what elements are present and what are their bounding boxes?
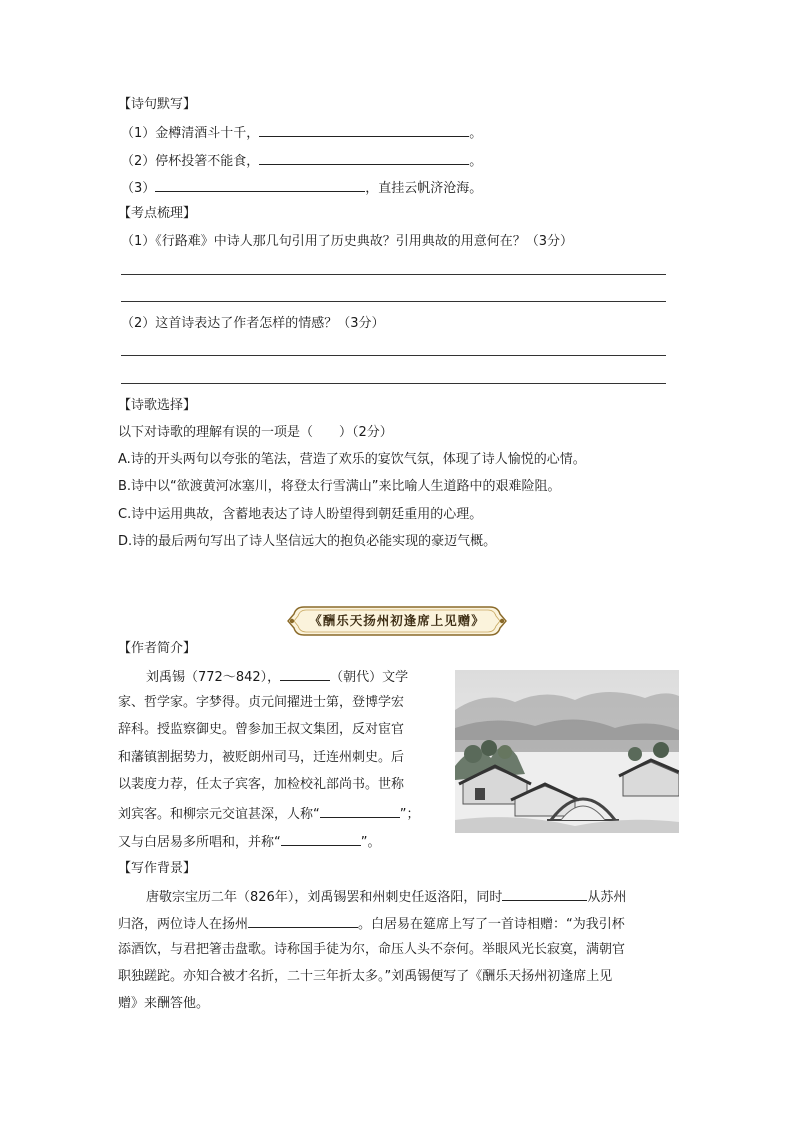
answer-line[interactable]	[121, 355, 666, 356]
poem-title-banner	[286, 604, 508, 638]
dictation-blank-1[interactable]	[259, 123, 469, 137]
dictation-line-3-end: ，直挂云帆济沧海。	[365, 181, 483, 196]
background-line-2	[118, 914, 625, 934]
dictation-line-2-end: 。	[469, 154, 483, 169]
author-line-3: 辞科。授监察御史。曾参加王叔文集团，反对宦官	[118, 722, 405, 737]
author-line-6-tail: ”；	[399, 807, 420, 822]
choice-option-d: D.诗的最后两句写出了诗人坚信远大的抱负必能实现的豪迈气概。	[118, 534, 497, 549]
background-heading: 【写作背景】	[118, 861, 197, 876]
dictation-line-2	[121, 151, 482, 171]
background-line-2-tail: 。白居易在筵席上写了一首诗相赠：“为我引杯	[358, 917, 625, 932]
answer-line[interactable]	[121, 383, 666, 384]
nickname-blank-2[interactable]	[281, 832, 361, 846]
ink-landscape-image	[455, 670, 679, 833]
dictation-line-1-end: 。	[469, 126, 483, 141]
poem-title: 《酬乐天扬州初逢席上见赠》	[309, 613, 485, 628]
dynasty-blank[interactable]	[280, 667, 330, 681]
analysis-heading: 【考点梳理】	[118, 206, 197, 221]
author-line-7-text: 又与白居易多所唱和，并称“	[118, 835, 281, 850]
author-line-6-text: 刘宾客。和柳宗元交谊甚深，人称“	[118, 807, 320, 822]
bai-juyi-blank[interactable]	[502, 887, 587, 901]
background-line-5: 赠》来酬答他。	[118, 996, 210, 1011]
author-line-4: 和藩镇割据势力，被贬朗州司马，迁连州刺史。后	[118, 750, 405, 765]
choice-option-c: C.诗中运用典故，含蓄地表达了诗人盼望得到朝廷重用的心理。	[118, 507, 483, 522]
author-line-7	[118, 832, 381, 852]
background-line-3: 添酒饮，与君把箸击盘歌。诗称国手徒为尔，命压人头不奈何。举眼风光长寂寞，满朝官	[118, 942, 626, 957]
dictation-line-1-prompt: （1）金樽清酒斗十千，	[121, 126, 260, 141]
dictation-line-1	[121, 123, 482, 143]
author-line-2: 家、哲学家。字梦得。贞元间擢进士第，登博学宏	[118, 695, 405, 710]
choice-heading: 【诗歌选择】	[118, 398, 197, 413]
dictation-line-2-prompt: （2）停杯投箸不能食，	[121, 154, 260, 169]
author-line-1	[146, 667, 408, 687]
author-line-5: 以裴度力荐，任太子宾客，加检校礼部尚书。世称	[118, 777, 405, 792]
author-line-7-tail: ”。	[360, 835, 381, 850]
analysis-question-1: （1）《行路难》中诗人那几句引用了历史典故？引用典故的用意何在？（3分）	[121, 234, 574, 249]
dictation-blank-2[interactable]	[259, 151, 469, 165]
meeting-blank[interactable]	[248, 914, 358, 928]
author-line-1-text: 刘禹锡（772～842），	[146, 670, 281, 685]
choice-option-b: B.诗中以“欲渡黄河冰塞川，将登太行雪满山”来比喻人生道路中的艰难险阻。	[118, 479, 561, 494]
dictation-heading: 【诗句默写】	[118, 97, 197, 112]
background-line-4: 职独蹉跎。亦知合被才名折，二十三年折太多。”刘禹锡便写了《酬乐天扬州初逢席上见	[118, 969, 613, 984]
author-line-6	[118, 804, 420, 824]
background-line-1-tail: 从苏州	[587, 890, 627, 905]
author-line-1-tail: （朝代）文学	[330, 670, 409, 685]
background-line-1	[146, 887, 626, 907]
answer-line[interactable]	[121, 301, 666, 302]
choice-question: 以下对诗歌的理解有误的一项是（ ）（2分）	[118, 425, 393, 440]
background-line-2-text: 归洛，两位诗人在扬州	[118, 917, 249, 932]
dictation-line-3	[121, 178, 482, 198]
landscape-painting	[455, 670, 679, 833]
nickname-blank-1[interactable]	[320, 804, 400, 818]
analysis-question-2: （2）这首诗表达了作者怎样的情感？（3分）	[121, 316, 385, 331]
choice-option-a: A.诗的开头两句以夸张的笔法，营造了欢乐的宴饮气氛，体现了诗人愉悦的心情。	[118, 452, 586, 467]
dictation-line-3-prompt: （3）	[121, 181, 156, 196]
author-heading: 【作者简介】	[118, 641, 197, 656]
background-line-1-text: 唐敬宗宝历二年（826年），刘禹锡罢和州刺史任返洛阳，同时	[146, 890, 503, 905]
answer-line[interactable]	[121, 274, 666, 275]
dictation-blank-3[interactable]	[155, 178, 365, 192]
